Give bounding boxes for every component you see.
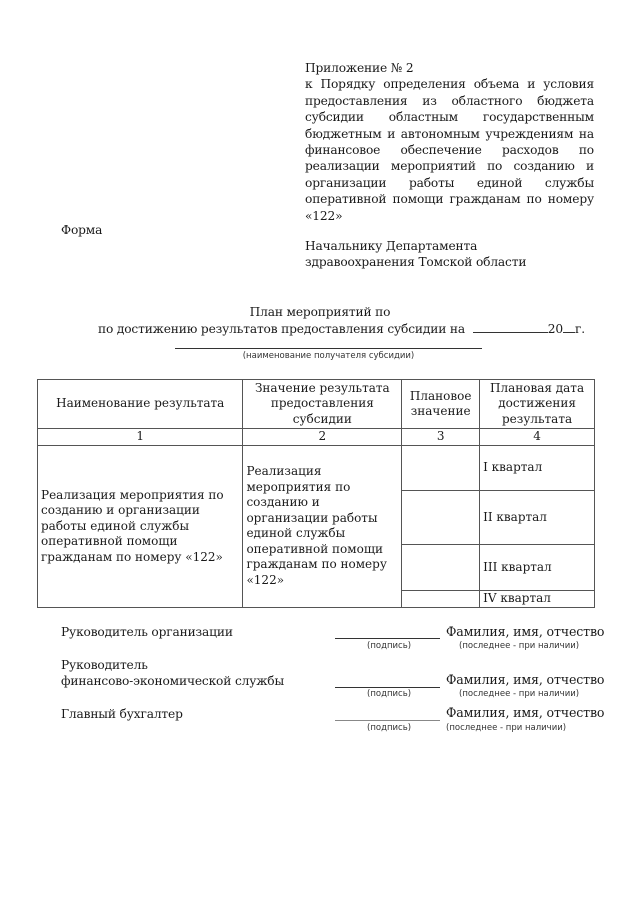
signature-role-finance: финансово-экономической службы xyxy=(61,674,285,688)
fio-caption: (последнее - при наличии) xyxy=(446,723,567,733)
recipient-name-field[interactable] xyxy=(175,348,482,349)
fio-label: Фамилия, имя, отчество xyxy=(446,705,605,720)
signature-role-director: Руководитель организации xyxy=(61,625,233,639)
appendix-text-line: «122» xyxy=(305,208,343,223)
addressee-block xyxy=(305,238,595,271)
appendix-text-line: предоставления из областного бюджета xyxy=(305,93,594,108)
form-label: Форма xyxy=(61,223,103,237)
fio-label: Фамилия, имя, отчество xyxy=(446,672,605,687)
result-value-cell: Реализация мероприятия по созданию и организации работы единой службы оперативной помощи гражданам по номеру «122» xyxy=(243,446,402,608)
column-number: 1 xyxy=(38,429,243,446)
year-blank-field[interactable] xyxy=(563,321,575,333)
year-suffix: г. xyxy=(574,322,585,336)
signature-field-accountant[interactable] xyxy=(335,720,440,721)
subtitle-text: по достижению результатов предоставления субсидии на xyxy=(98,322,465,336)
quarter-cell: III квартал xyxy=(480,545,595,591)
appendix-text-line: субсидии областным государственным xyxy=(305,110,594,125)
signature-caption: (подпись) xyxy=(367,689,412,699)
quarter-cell: I квартал xyxy=(480,446,595,491)
planned-value-cell[interactable] xyxy=(402,591,480,608)
quarter-cell: II квартал xyxy=(480,491,595,545)
period-blank-field[interactable] xyxy=(473,321,548,333)
fio-label: Фамилия, имя, отчество xyxy=(446,624,605,639)
fio-caption: (последнее - при наличии) xyxy=(459,641,580,651)
planned-value-cell[interactable] xyxy=(402,491,480,545)
signature-role-accountant: Главный бухгалтер xyxy=(61,707,183,721)
planned-value-cell[interactable] xyxy=(402,545,480,591)
addressee-line: Начальнику Департамента xyxy=(305,239,478,253)
fio-caption: (последнее - при наличии) xyxy=(459,689,580,699)
document-title: План мероприятий по xyxy=(249,305,391,319)
quarter-cell: IV квартал xyxy=(480,591,595,608)
appendix-text-line: бюджетным и автономным учреждениям на xyxy=(305,126,594,141)
appendix-number: Приложение № 2 xyxy=(305,61,414,75)
appendix-block xyxy=(305,60,594,224)
column-number: 3 xyxy=(402,429,480,446)
signature-caption: (подпись) xyxy=(367,723,412,733)
signature-field-director[interactable] xyxy=(335,638,440,639)
table-row xyxy=(38,446,595,491)
appendix-text-line: реализации мероприятий по созданию и xyxy=(305,159,594,174)
appendix-text-line: организации работы единой службы xyxy=(305,175,594,190)
document-subtitle xyxy=(98,321,585,337)
signature-caption: (подпись) xyxy=(367,641,412,651)
recipient-caption: (наименование получателя субсидии) xyxy=(242,351,415,361)
appendix-text-line: оперативной помощи гражданам по номеру xyxy=(305,192,594,207)
column-number: 2 xyxy=(243,429,402,446)
appendix-text-line: к Порядку определения объема и условия xyxy=(305,77,594,92)
table-numbers-row xyxy=(38,429,595,446)
table-header-row xyxy=(38,380,595,429)
planned-value-cell[interactable] xyxy=(402,446,480,491)
addressee-line: здравоохранения Томской области xyxy=(305,255,527,270)
signature-field-finance[interactable] xyxy=(335,687,440,688)
header-result-value: Значение результата предоставления субсидии xyxy=(243,380,402,429)
plan-table xyxy=(37,379,595,608)
header-result-name: Наименование результата xyxy=(38,380,243,429)
year-prefix: 20 xyxy=(547,322,563,336)
appendix-text-line: финансовое обеспечение расходов по xyxy=(305,143,594,158)
header-planned-date: Плановая дата достижения результата xyxy=(480,380,595,429)
signature-role-finance-line1: Руководитель xyxy=(61,658,148,672)
header-planned-value: Плановое значение xyxy=(402,380,480,429)
result-name-cell: Реализация мероприятия по созданию и организации работы единой службы оперативной помощи гражданам по номеру «122» xyxy=(38,446,243,608)
column-number: 4 xyxy=(480,429,595,446)
